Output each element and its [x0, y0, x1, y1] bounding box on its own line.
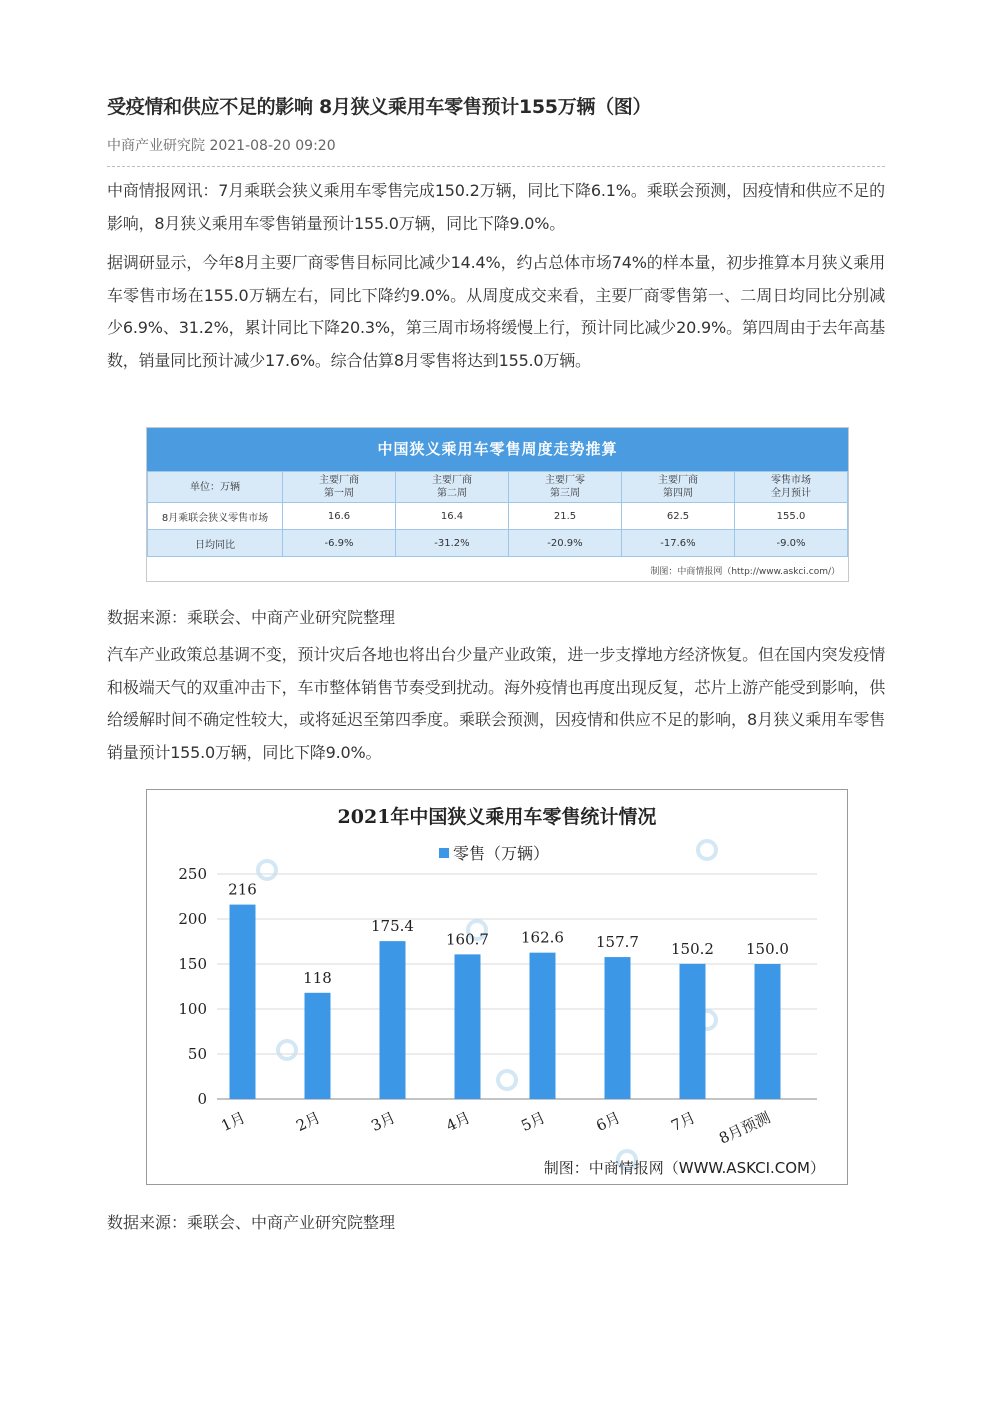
- col-header-week1: 主要厂商 第一周: [283, 472, 396, 503]
- weekly-table: [147, 471, 848, 557]
- bar: [380, 941, 406, 1099]
- paragraph-3: 汽车产业政策总基调不变，预计灾后各地也将出台少量产业政策，进一步支撑地方经济恢复。但在国内突发疫情和极端天气的双重冲击下，车市整体销售节奏受到扰动。海外疫情也再度出现反复，芯片上游产能受到影响，供给缓解时间不确定性较大，或将延迟至第四季度。乘联会预测，因疫情和供应不足的影响，8月狭义乘用车零售销量预计155.0万辆，同比下降9.0%。: [107, 645, 885, 762]
- bars-layer: [218, 881, 789, 1148]
- x-tick-label: 7月: [668, 1108, 699, 1135]
- x-tick-label: 2月: [293, 1108, 324, 1135]
- table-cell: 16.6: [283, 503, 396, 530]
- article-meta: 中商产业研究院 2021-08-20 09:20: [107, 138, 336, 154]
- article-title: 受疫情和供应不足的影响 8月狭义乘用车零售预计155万辆（图）: [107, 96, 652, 118]
- watermark-logo: [258, 861, 276, 879]
- bar: [530, 953, 556, 1099]
- data-label: 150.0: [746, 940, 789, 958]
- table-cell: 155.0: [735, 503, 848, 530]
- x-tick-label: 8月预测: [716, 1108, 774, 1148]
- table-cell: -6.9%: [283, 530, 396, 557]
- legend-label: 零售（万辆）: [453, 844, 550, 863]
- chart-title: 2021年中国狭义乘用车零售统计情况: [337, 806, 657, 828]
- table-cell: -20.9%: [509, 530, 622, 557]
- table-cell: 16.4: [396, 503, 509, 530]
- table-cell: -17.6%: [622, 530, 735, 557]
- watermark-logo: [278, 1041, 296, 1059]
- y-tick-label: 50: [187, 1045, 207, 1063]
- y-tick-label: 0: [197, 1090, 207, 1108]
- table-header-row: [148, 472, 848, 503]
- table-row: [148, 530, 848, 557]
- x-tick-label: 5月: [518, 1108, 549, 1135]
- x-tick-label: 3月: [368, 1108, 399, 1135]
- row-label: 日均同比: [148, 530, 283, 557]
- data-label: 175.4: [371, 917, 414, 936]
- y-tick-label: 250: [178, 865, 207, 883]
- col-header-week2: 主要厂商 第二周: [396, 472, 509, 503]
- table-credit: 制图：中商情报网（http://www.askci.com/）: [650, 567, 840, 577]
- row-label: 8月乘联会狭义零售市场: [148, 503, 283, 530]
- divider: [107, 166, 885, 167]
- table-cell: -31.2%: [396, 530, 509, 557]
- y-tick-label: 200: [178, 910, 207, 928]
- x-tick-label: 4月: [443, 1108, 474, 1135]
- y-tick-label: 150: [178, 955, 207, 973]
- data-source-1: 数据来源：乘联会、中商产业研究院整理: [107, 608, 396, 627]
- col-header-month: 零售市场 全月预计: [735, 472, 848, 503]
- data-label: 150.2: [671, 939, 714, 958]
- table-cell: -9.0%: [735, 530, 848, 557]
- grid-layer: [178, 865, 817, 1108]
- data-label: 157.7: [596, 933, 639, 952]
- data-label: 216: [228, 880, 257, 899]
- bar: [230, 905, 256, 1099]
- y-tick-label: 100: [178, 1000, 207, 1018]
- col-header-week4: 主要厂商 第四周: [622, 472, 735, 503]
- bar: [755, 964, 781, 1099]
- retail-bar-chart: [146, 789, 848, 1185]
- bar: [305, 993, 331, 1099]
- table-cell: 21.5: [509, 503, 622, 530]
- table-cell: 62.5: [622, 503, 735, 530]
- col-header-week3: 主要厂零 第三周: [509, 472, 622, 503]
- bar: [680, 964, 706, 1099]
- chart-svg: [147, 790, 847, 1184]
- watermark-logo: [698, 841, 716, 859]
- table-row: [148, 503, 848, 530]
- unit-label: 单位：万辆: [148, 472, 283, 503]
- x-tick-label: 1月: [218, 1108, 249, 1135]
- bar: [605, 957, 631, 1099]
- data-label: 162.6: [521, 928, 564, 947]
- paragraph-1: 中商情报网讯：7月乘联会狭义乘用车零售完成150.2万辆，同比下降6.1%。乘联会预测，因疫情和供应不足的影响，8月狭义乘用车零售销量预计155.0万辆，同比下降9.0%。: [107, 181, 885, 233]
- legend-swatch: [439, 848, 449, 858]
- x-tick-label: 6月: [593, 1108, 624, 1135]
- paragraph-2: 据调研显示，今年8月主要厂商零售目标同比减少14.4%，约占总体市场74%的样本量，初步推算本月狭义乘用车零售市场在155.0万辆左右，同比下降约9.0%。从周度成交来看，主要厂商零售第一、二周日均同比分别减少6.9%、31.2%，累计同比下降20.3%，第三周市场将缓慢上行，预计同比减少20.9%。第四周由于去年高基数，销量同比预计减少17.6%。综合估算8月零售将达到155.0万辆。: [107, 253, 885, 370]
- data-label: 118: [303, 968, 332, 987]
- data-source-2: 数据来源：乘联会、中商产业研究院整理: [107, 1213, 396, 1232]
- chart-credit: 制图：中商情报网（WWW.ASKCI.COM）: [543, 1159, 825, 1177]
- weekly-table-title: 中国狭义乘用车零售周度走势推算: [147, 428, 848, 471]
- data-label: 160.7: [446, 930, 489, 949]
- weekly-table-figure: [146, 427, 849, 582]
- bar: [455, 954, 481, 1099]
- watermark-logo: [498, 1071, 516, 1089]
